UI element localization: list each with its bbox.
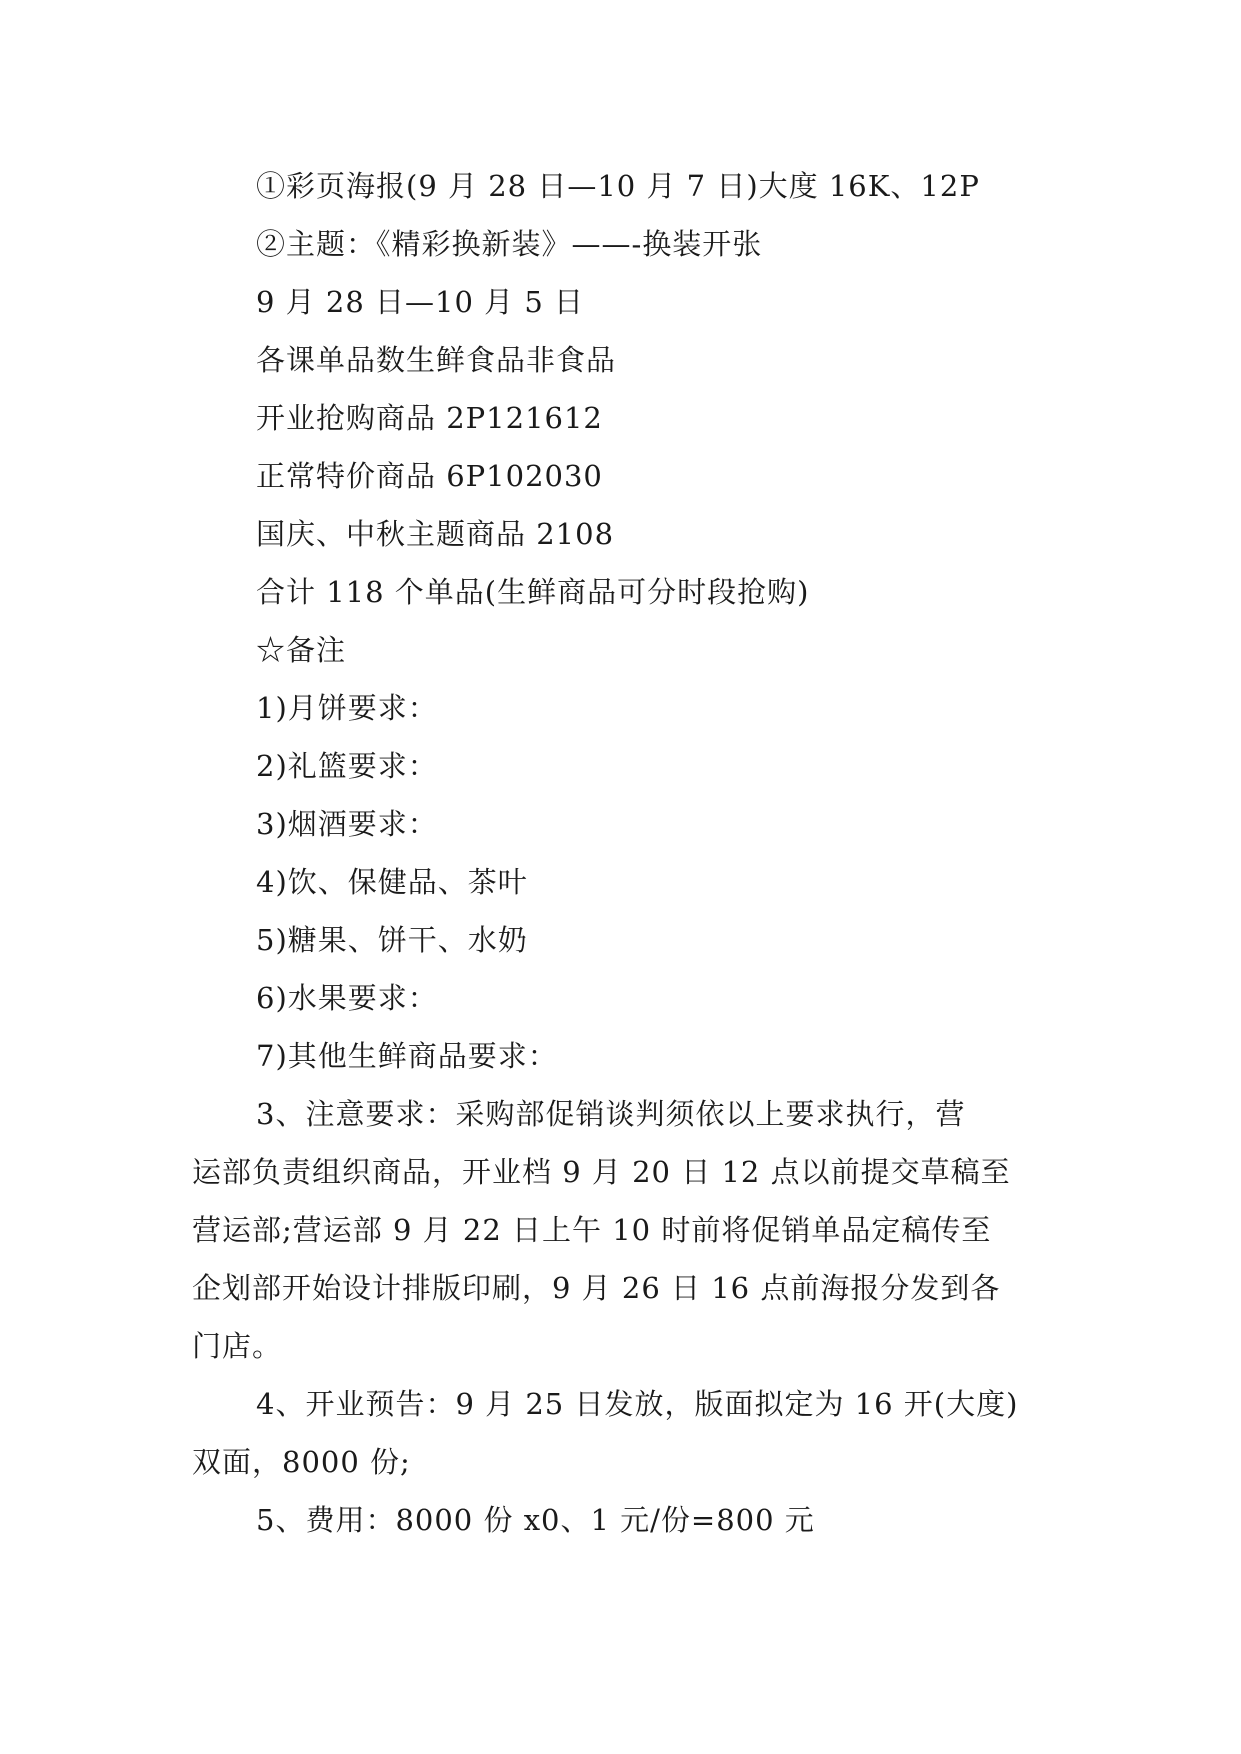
paragraph-line: 4、开业预告：9 月 25 日发放，版面拟定为 16 开(大度) <box>256 1387 1019 1421</box>
category-header-line: 各课单品数生鲜食品非食品 <box>256 343 617 377</box>
holiday-theme-items-line: 国庆、中秋主题商品 2108 <box>256 517 615 551</box>
paragraph-requirements <box>192 1085 1052 1375</box>
remark-item-fruit: 6)水果要求： <box>256 981 438 1015</box>
remark-item-mooncake: 1)月饼要求： <box>256 691 438 725</box>
paragraph-line: 3、注意要求：采购部促销谈判须依以上要求执行，营 <box>256 1097 966 1131</box>
date-range-line: 9 月 28 日—10 月 5 日 <box>256 285 585 319</box>
opening-rush-items-line: 开业抢购商品 2P121612 <box>256 401 603 435</box>
paragraph-line: 门店。 <box>192 1329 283 1363</box>
paragraph-cost <box>192 1491 1052 1549</box>
document-body <box>192 157 1052 1549</box>
remark-item-drinks-health-tea: 4)饮、保健品、茶叶 <box>256 865 528 899</box>
paragraph-opening-notice <box>192 1375 1052 1491</box>
poster-spec-line: ①彩页海报(9 月 28 日—10 月 7 日)大度 16K、12P <box>256 169 980 203</box>
remark-item-candy-biscuit-milk: 5)糖果、饼干、水奶 <box>256 923 528 957</box>
remarks-heading: ☆备注 <box>256 633 347 667</box>
paragraph-line: 企划部开始设计排版印刷，9 月 26 日 16 点前海报分发到各 <box>192 1271 1001 1305</box>
paragraph-line: 双面，8000 份; <box>192 1445 411 1479</box>
paragraph-line: 运部负责组织商品，开业档 9 月 20 日 12 点以前提交草稿至 <box>192 1155 1011 1189</box>
total-items-line: 合计 118 个单品(生鲜商品可分时段抢购) <box>256 575 810 609</box>
remark-item-tobacco-liquor: 3)烟酒要求： <box>256 807 438 841</box>
paragraph-line: 营运部;营运部 9 月 22 日上午 10 时前将促销单品定稿传至 <box>192 1213 992 1247</box>
theme-line: ②主题：《精彩换新装》——-换装开张 <box>256 227 763 261</box>
paragraph-line: 5、费用：8000 份 x0、1 元/份=800 元 <box>256 1503 815 1537</box>
remark-item-other-fresh: 7)其他生鲜商品要求： <box>256 1039 558 1073</box>
regular-special-items-line: 正常特价商品 6P102030 <box>256 459 603 493</box>
remark-item-gift-basket: 2)礼篮要求： <box>256 749 438 783</box>
